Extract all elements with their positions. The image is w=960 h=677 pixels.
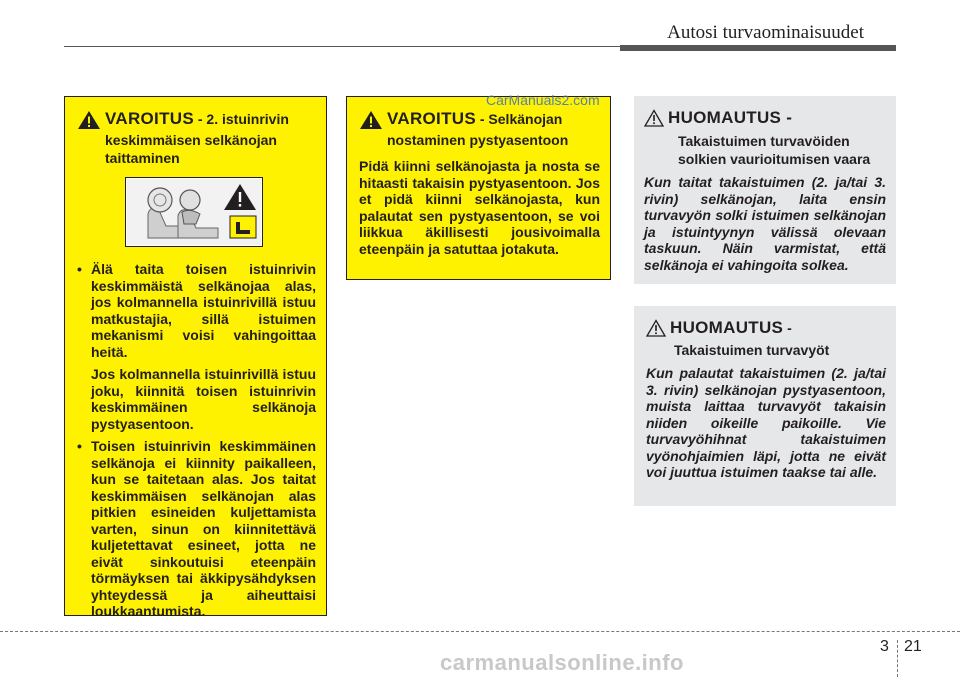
caution-heading: HUOMAUTUS [670, 318, 784, 337]
footer-divider [897, 640, 898, 677]
warning-box-raising [346, 96, 611, 280]
seat-illustration-icon [126, 178, 262, 246]
caution-box-buckles [634, 96, 896, 284]
warning-bullets-2 [77, 438, 316, 620]
caution-triangle-icon [644, 109, 664, 127]
caution-heading: HUOMAUTUS - [668, 108, 793, 127]
warning-bullet-1: • Älä taita toisen istuinrivin keskimmäistä selkänojaa alas, jos kolmannella istuinrivillä istuu matkustajia, sillä istuimen mekanismi voisi vahingoittaa heitä. [77, 261, 316, 360]
caution-subtitle-line1: Takaistuimen turvavöiden [678, 133, 850, 149]
warning-subtitle: - Selkänojan [475, 111, 563, 127]
caution-title [646, 318, 886, 338]
section-number: 3 [880, 638, 889, 655]
warning-body: Pidä kiinni selkänojasta ja nosta se hitaasti takaisin pystyasentoon. Jos et pidä kiinni selkänojasta, kun palautat sen pystyasentoon, se voi liikkua äkillisesti jousivoimalla eteenpäin ja satuttaa jotakuta. [359, 158, 600, 257]
watermark-bottom: carmanualsonline.info [440, 650, 684, 675]
warning-triangle-icon [359, 110, 383, 130]
caution-subtitle: Takaistuimen turvavyöt [674, 342, 830, 358]
warning-bullet-2: • Toisen istuinrivin keskimmäinen selkänoja ei kiinnity paikalleen, kun se taitetaan alas. Jos taitat keskimmäisen selkänojan alas pitkien esineiden kuljettamista varten, sinun on kiinnitettävä kuljetettavat esineet, jotta ne eivät sinkoutuisi eteenpäin törmäyksen tai äkkipysähdyksen yhteydessä ja aiheuttaisi loukkaantumista. [77, 438, 316, 620]
warning-bullets [77, 261, 316, 360]
caution-triangle-icon [646, 319, 666, 337]
warning-box-folding [64, 96, 327, 619]
header-rule-accent [620, 45, 896, 51]
warning-heading: VAROITUS [105, 109, 194, 128]
warning-heading: VAROITUS [387, 109, 476, 128]
caution-heading-suffix: - [783, 320, 792, 336]
caution-body: Kun palautat takaistuimen (2. ja/tai 3. rivin) selkänojan pystyasentoon, muista laittaa turvavyöt takaisin niiden oikeille paikoille. Vie turvavyöhihnat takaistuimen vyönohjaimien läpi, jotta ne eivät voi juuttua istuimen taakse tai alle. [646, 365, 886, 480]
running-header: Autosi turvaominaisuudet [667, 22, 864, 43]
caution-title [644, 108, 886, 128]
caution-box-seatbelts [634, 306, 896, 506]
warning-subtitle-line2: keskimmäisen selkänojan [105, 132, 277, 148]
warning-subtitle-line3: taittaminen [105, 150, 180, 166]
watermark-top: CarManuals2.com [486, 92, 600, 108]
caution-body: Kun taitat takaistuimen (2. ja/tai 3. rivin) selkänojan, laita ensin turvavyön solki istuimen selkänojan ja istuintyynyn välissä olevaan taskuun. Näin varmistat, että selkänoja ei vahingoita solkea. [644, 174, 886, 273]
warning-subtitle: - 2. istuinrivin [193, 111, 289, 127]
caution-subtitle-line2: solkien vaurioitumisen vaara [678, 151, 871, 167]
seat-warning-illustration [125, 177, 263, 247]
warning-triangle-icon [77, 110, 101, 130]
warning-subtitle-line2: nostaminen pystyasentoon [387, 132, 569, 148]
warning-title [77, 109, 316, 130]
page-number: 21 [904, 638, 922, 655]
footer-rule [0, 631, 960, 632]
warning-title [359, 109, 600, 130]
warning-paragraph: Jos kolmannella istuinrivillä istuu joku, kiinnitä toisen istuinrivin keskimmäinen selkänoja pystyasentoon. [91, 366, 316, 432]
